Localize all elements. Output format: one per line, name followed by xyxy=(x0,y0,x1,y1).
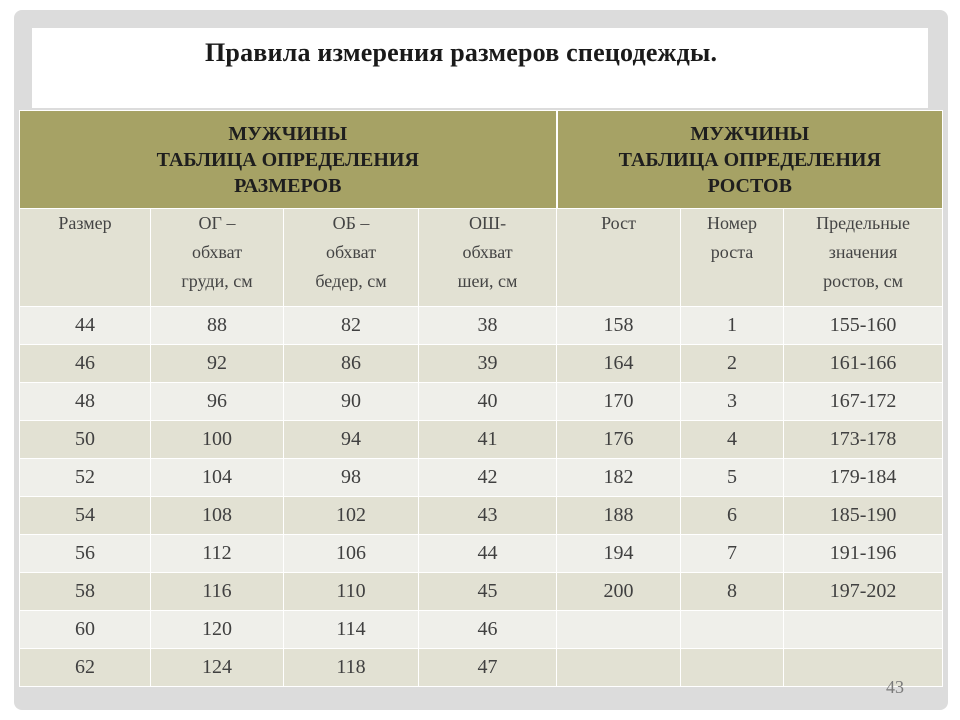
table-cell: 86 xyxy=(284,345,419,383)
table-cell: 173-178 xyxy=(784,421,943,459)
table-cell: 112 xyxy=(151,535,284,573)
table-row xyxy=(20,307,943,345)
column-header-line: ОШ- xyxy=(468,213,507,233)
table-cell: 39 xyxy=(419,345,557,383)
column-header-line: обхват xyxy=(462,242,513,262)
column-header-line: Размер xyxy=(58,213,112,233)
table-cell: 7 xyxy=(681,535,784,573)
column-header-line: груди, см xyxy=(181,271,253,291)
table-cell: 88 xyxy=(151,307,284,345)
group-header-line: ТАБЛИЦА ОПРЕДЕЛЕНИЯ xyxy=(618,148,881,171)
table-cell: 46 xyxy=(419,611,557,649)
table-cell: 43 xyxy=(419,497,557,535)
table-cell xyxy=(784,649,943,687)
table-cell: 197-202 xyxy=(784,573,943,611)
group-header-sizes xyxy=(20,111,557,209)
table-row xyxy=(20,421,943,459)
group-header-line: МУЖЧИНЫ xyxy=(228,122,348,145)
column-header-chest xyxy=(151,209,284,307)
table-cell: 52 xyxy=(20,459,151,497)
table-cell: 50 xyxy=(20,421,151,459)
column-header-line: бедер, см xyxy=(315,271,387,291)
column-header-height-number xyxy=(681,209,784,307)
table-cell: 116 xyxy=(151,573,284,611)
table-cell: 108 xyxy=(151,497,284,535)
table-row xyxy=(20,535,943,573)
column-header-height xyxy=(557,209,681,307)
table-cell: 41 xyxy=(419,421,557,459)
group-header-line: ТАБЛИЦА ОПРЕДЕЛЕНИЯ xyxy=(156,148,419,171)
table-cell: 56 xyxy=(20,535,151,573)
group-header-row xyxy=(20,111,943,209)
table-cell: 90 xyxy=(284,383,419,421)
table-cell: 58 xyxy=(20,573,151,611)
table-cell: 1 xyxy=(681,307,784,345)
table-row xyxy=(20,573,943,611)
table-row xyxy=(20,383,943,421)
table-cell: 40 xyxy=(419,383,557,421)
table-body xyxy=(20,307,943,687)
table-cell: 158 xyxy=(557,307,681,345)
table-cell: 179-184 xyxy=(784,459,943,497)
table-cell: 191-196 xyxy=(784,535,943,573)
group-header-line: РОСТОВ xyxy=(707,174,792,197)
table-cell xyxy=(681,611,784,649)
column-header-line: обхват xyxy=(191,242,243,262)
column-header-line: Рост xyxy=(601,213,636,233)
table-cell: 2 xyxy=(681,345,784,383)
table-cell: 45 xyxy=(419,573,557,611)
table-cell: 170 xyxy=(557,383,681,421)
table-cell: 44 xyxy=(419,535,557,573)
column-header-line: шеи, см xyxy=(457,271,518,291)
table-row xyxy=(20,345,943,383)
table-cell: 102 xyxy=(284,497,419,535)
column-header-size xyxy=(20,209,151,307)
table-cell: 118 xyxy=(284,649,419,687)
table-cell: 114 xyxy=(284,611,419,649)
table-cell: 92 xyxy=(151,345,284,383)
table-cell: 42 xyxy=(419,459,557,497)
table-cell: 8 xyxy=(681,573,784,611)
table-cell: 104 xyxy=(151,459,284,497)
table-cell: 106 xyxy=(284,535,419,573)
size-table xyxy=(19,110,943,687)
column-header-row xyxy=(20,209,943,307)
table-cell xyxy=(784,611,943,649)
column-header-line: ростов, см xyxy=(823,271,904,291)
column-header-line: ОБ – xyxy=(332,213,370,233)
slide-title: Правила измерения размеров спецодежды. xyxy=(205,38,718,67)
table-row xyxy=(20,459,943,497)
table-cell: 47 xyxy=(419,649,557,687)
table-cell xyxy=(557,611,681,649)
table-cell: 48 xyxy=(20,383,151,421)
group-header-heights xyxy=(557,111,943,209)
table-cell: 44 xyxy=(20,307,151,345)
table-cell: 62 xyxy=(20,649,151,687)
table-cell: 161-166 xyxy=(784,345,943,383)
table-cell: 46 xyxy=(20,345,151,383)
column-header-line: значения xyxy=(828,242,898,262)
table-cell: 167-172 xyxy=(784,383,943,421)
group-header-line: РАЗМЕРОВ xyxy=(234,174,342,197)
table-cell: 185-190 xyxy=(784,497,943,535)
table-cell: 98 xyxy=(284,459,419,497)
column-header-hips xyxy=(284,209,419,307)
table-cell: 120 xyxy=(151,611,284,649)
table-cell: 182 xyxy=(557,459,681,497)
column-header-line: Предельные xyxy=(816,213,910,233)
table-cell: 4 xyxy=(681,421,784,459)
table-cell: 60 xyxy=(20,611,151,649)
column-header-neck xyxy=(419,209,557,307)
table-cell: 94 xyxy=(284,421,419,459)
table-cell: 155-160 xyxy=(784,307,943,345)
table-row xyxy=(20,649,943,687)
column-header-line: обхват xyxy=(325,242,377,262)
column-header-height-range xyxy=(784,209,943,307)
table-cell: 3 xyxy=(681,383,784,421)
column-header-line: Номер xyxy=(707,213,758,233)
table-cell: 124 xyxy=(151,649,284,687)
table-cell: 38 xyxy=(419,307,557,345)
column-header-line: роста xyxy=(710,242,754,262)
table-cell: 96 xyxy=(151,383,284,421)
table-cell: 194 xyxy=(557,535,681,573)
table-cell: 110 xyxy=(284,573,419,611)
table-cell xyxy=(557,649,681,687)
table-cell xyxy=(681,649,784,687)
table-cell: 200 xyxy=(557,573,681,611)
table-cell: 5 xyxy=(681,459,784,497)
table-cell: 100 xyxy=(151,421,284,459)
table-row xyxy=(20,611,943,649)
table-cell: 188 xyxy=(557,497,681,535)
table-row xyxy=(20,497,943,535)
column-header-line: ОГ – xyxy=(198,213,236,233)
group-header-line: МУЖЧИНЫ xyxy=(690,122,810,145)
table-cell: 82 xyxy=(284,307,419,345)
page-number: 43 xyxy=(886,677,904,697)
table-cell: 6 xyxy=(681,497,784,535)
table-cell: 164 xyxy=(557,345,681,383)
table-cell: 176 xyxy=(557,421,681,459)
table-cell: 54 xyxy=(20,497,151,535)
